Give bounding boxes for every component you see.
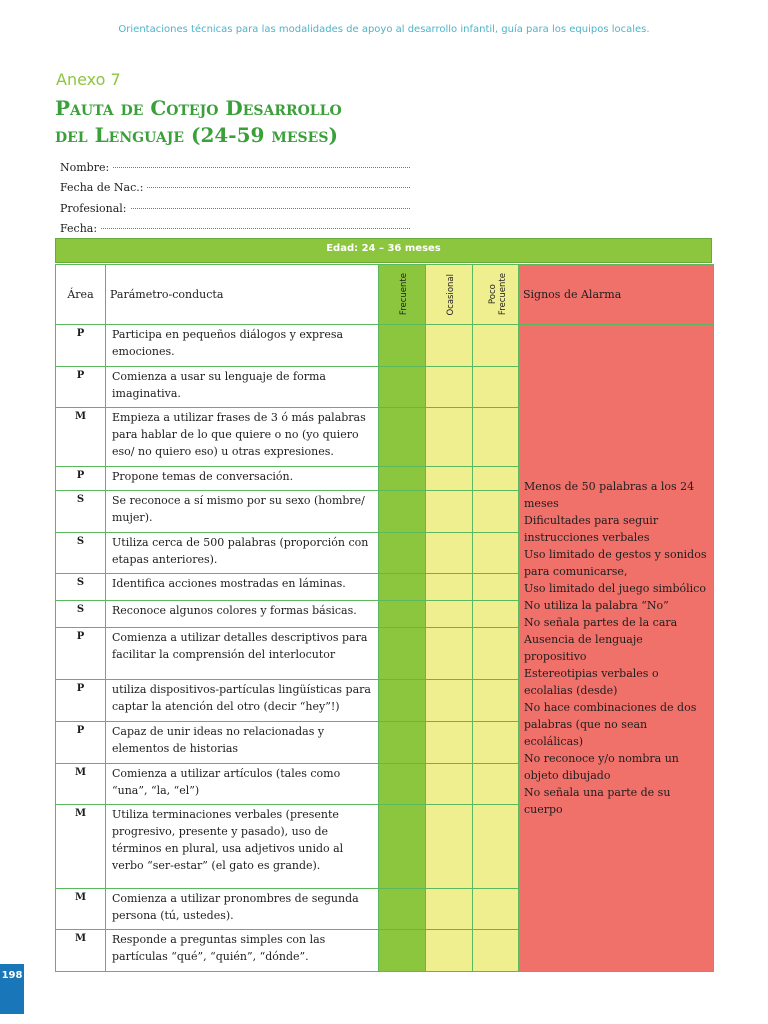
frequent-checkbox-cell[interactable] xyxy=(379,467,426,491)
frequent-checkbox-cell[interactable] xyxy=(379,680,426,722)
param-cell: Comienza a utilizar artículos (tales como “una”, “la, “el”) xyxy=(106,764,379,805)
alarm-sign-item: Uso limitado de gestos y sonidos para comunicarse, xyxy=(524,548,707,578)
name-field[interactable] xyxy=(60,153,410,174)
frequent-checkbox-cell[interactable] xyxy=(379,408,426,467)
occasional-checkbox-cell[interactable] xyxy=(426,325,473,367)
frequent-checkbox-cell[interactable] xyxy=(379,930,426,972)
param-cell: Utiliza terminaciones verbales (presente progresivo, presente y pasado), uso de términos en plural, usa adjetivos unido al verbo “ser-estar” (el gato es grande). xyxy=(106,805,379,889)
birthdate-field[interactable] xyxy=(60,174,410,195)
param-cell: Comienza a utilizar pronombres de segunda persona (tú, ustedes). xyxy=(106,889,379,930)
occasional-checkbox-cell[interactable] xyxy=(426,533,473,574)
param-cell: Responde a preguntas simples con las partículas “qué”, “quién”, “dónde”. xyxy=(106,930,379,972)
rarely-checkbox-cell[interactable] xyxy=(473,408,519,467)
area-cell: P xyxy=(56,467,106,491)
occasional-checkbox-cell[interactable] xyxy=(426,628,473,680)
frequent-checkbox-cell[interactable] xyxy=(379,889,426,930)
rarely-header xyxy=(473,265,519,325)
param-cell: Empieza a utilizar frases de 3 ó más palabras para hablar de lo que quiere o no (yo quiero eso/ no quiero eso) u otras expresiones. xyxy=(106,408,379,467)
professional-line xyxy=(131,208,410,209)
occasional-checkbox-cell[interactable] xyxy=(426,574,473,601)
param-cell: Utiliza cerca de 500 palabras (proporción con etapas anteriores). xyxy=(106,533,379,574)
rarely-checkbox-cell[interactable] xyxy=(473,367,519,408)
occasional-checkbox-cell[interactable] xyxy=(426,601,473,628)
alarm-sign-item: Ausencia de lenguaje propositivo xyxy=(524,633,643,663)
rarely-checkbox-cell[interactable] xyxy=(473,680,519,722)
area-cell: M xyxy=(56,930,106,972)
header-row xyxy=(56,265,714,325)
area-cell: M xyxy=(56,408,106,467)
table-row xyxy=(56,325,714,367)
frequent-header xyxy=(379,265,426,325)
param-cell: Propone temas de conversación. xyxy=(106,467,379,491)
rarely-checkbox-cell[interactable] xyxy=(473,325,519,367)
rarely-checkbox-cell[interactable] xyxy=(473,764,519,805)
param-cell: Se reconoce a sí mismo por su sexo (hombre/ mujer). xyxy=(106,491,379,533)
page-title xyxy=(55,95,475,149)
occasional-checkbox-cell[interactable] xyxy=(426,764,473,805)
frequent-checkbox-cell[interactable] xyxy=(379,628,426,680)
frequent-label: Frecuente xyxy=(399,273,409,316)
area-cell: S xyxy=(56,533,106,574)
occasional-checkbox-cell[interactable] xyxy=(426,408,473,467)
rarely-checkbox-cell[interactable] xyxy=(473,889,519,930)
occasional-checkbox-cell[interactable] xyxy=(426,491,473,533)
alarm-sign-item: Menos de 50 palabras a los 24 meses xyxy=(524,480,695,510)
frequent-checkbox-cell[interactable] xyxy=(379,805,426,889)
alarm-sign-item: No reconoce y/o nombra un objeto dibujado xyxy=(524,752,679,782)
professional-label: Profesional: xyxy=(60,201,127,215)
alarm-signs-cell xyxy=(519,325,714,972)
param-cell: Comienza a utilizar detalles descriptivos para facilitar la comprensión del interlocutor xyxy=(106,628,379,680)
param-cell: Participa en pequeños diálogos y expresa emociones. xyxy=(106,325,379,367)
frequent-checkbox-cell[interactable] xyxy=(379,601,426,628)
rarely-checkbox-cell[interactable] xyxy=(473,601,519,628)
rarely-checkbox-cell[interactable] xyxy=(473,574,519,601)
rarely-checkbox-cell[interactable] xyxy=(473,722,519,764)
checklist-body xyxy=(56,325,714,972)
alarm-sign-item: No señala una parte de su cuerpo xyxy=(524,786,671,816)
age-range-bar: Edad: 24 – 36 meses xyxy=(55,238,712,263)
occasional-header xyxy=(426,265,473,325)
occasional-checkbox-cell[interactable] xyxy=(426,889,473,930)
area-header: Área xyxy=(56,265,106,325)
alarm-sign-item: No hace combinaciones de dos palabras (que no sean ecolálicas) xyxy=(524,701,697,748)
frequent-checkbox-cell[interactable] xyxy=(379,574,426,601)
area-cell: P xyxy=(56,680,106,722)
date-label: Fecha: xyxy=(60,222,98,235)
area-cell: M xyxy=(56,889,106,930)
running-header: Orientaciones técnicas para las modalidades de apoyo al desarrollo infantil, guía para los equipos locales. xyxy=(118,24,650,35)
birthdate-line xyxy=(147,187,410,188)
rarely-label xyxy=(488,273,508,315)
alarm-sign-item: No utiliza la palabra “No” xyxy=(524,599,669,612)
area-cell: M xyxy=(56,805,106,889)
occasional-checkbox-cell[interactable] xyxy=(426,722,473,764)
rarely-label-2: Frecuente xyxy=(497,273,508,316)
param-cell: utiliza dispositivos-partículas lingüísticas para captar la atención del otro (decir “hey”!) xyxy=(106,680,379,722)
area-cell: P xyxy=(56,367,106,408)
alarm-sign-item: No señala partes de la cara xyxy=(524,616,678,629)
alarm-sign-item: Estereotipias verbales o ecolalias (desde) xyxy=(524,667,659,697)
rarely-label-1: Poco xyxy=(487,284,498,305)
birthdate-label: Fecha de Nac.: xyxy=(60,181,144,194)
alarm-sign-item: Uso limitado del juego simbólico xyxy=(524,582,706,595)
title-line-2: del Lenguaje (24-59 meses) xyxy=(55,123,338,147)
form-fields xyxy=(60,153,410,235)
rarely-checkbox-cell[interactable] xyxy=(473,805,519,889)
param-cell: Identifica acciones mostradas en láminas. xyxy=(106,574,379,601)
occasional-checkbox-cell[interactable] xyxy=(426,367,473,408)
alarm-sign-item: Dificultades para seguir instrucciones verbales xyxy=(524,514,659,544)
occasional-checkbox-cell[interactable] xyxy=(426,805,473,889)
param-cell: Reconoce algunos colores y formas básicas. xyxy=(106,601,379,628)
rarely-checkbox-cell[interactable] xyxy=(473,930,519,972)
frequent-checkbox-cell[interactable] xyxy=(379,533,426,574)
alarm-header: Signos de Alarma xyxy=(519,265,714,325)
date-field[interactable] xyxy=(60,215,410,236)
name-line xyxy=(113,167,410,168)
area-cell: P xyxy=(56,325,106,367)
frequent-checkbox-cell[interactable] xyxy=(379,491,426,533)
area-cell: P xyxy=(56,722,106,764)
occasional-checkbox-cell[interactable] xyxy=(426,930,473,972)
page-number: 198 xyxy=(0,964,24,1014)
date-line xyxy=(101,228,410,229)
frequent-checkbox-cell[interactable] xyxy=(379,325,426,367)
param-header: Parámetro-conducta xyxy=(106,265,379,325)
occasional-checkbox-cell[interactable] xyxy=(426,680,473,722)
checklist-table xyxy=(55,264,714,972)
rarely-checkbox-cell[interactable] xyxy=(473,533,519,574)
frequent-checkbox-cell[interactable] xyxy=(379,722,426,764)
area-cell: P xyxy=(56,628,106,680)
rarely-checkbox-cell[interactable] xyxy=(473,628,519,680)
professional-field[interactable] xyxy=(60,194,410,215)
param-cell: Comienza a usar su lenguaje de forma imaginativa. xyxy=(106,367,379,408)
occasional-checkbox-cell[interactable] xyxy=(426,467,473,491)
area-cell: S xyxy=(56,491,106,533)
annex-label: Anexo 7 xyxy=(56,70,121,89)
area-cell: S xyxy=(56,574,106,601)
occasional-label: Ocasional xyxy=(446,273,456,316)
rarely-checkbox-cell[interactable] xyxy=(473,491,519,533)
name-label: Nombre: xyxy=(60,160,110,174)
rarely-checkbox-cell[interactable] xyxy=(473,467,519,491)
param-cell: Capaz de unir ideas no relacionadas y elementos de historias xyxy=(106,722,379,764)
frequent-checkbox-cell[interactable] xyxy=(379,764,426,805)
frequent-checkbox-cell[interactable] xyxy=(379,367,426,408)
area-cell: S xyxy=(56,601,106,628)
area-cell: M xyxy=(56,764,106,805)
title-line-1: Pauta de Cotejo Desarrollo xyxy=(55,96,342,120)
